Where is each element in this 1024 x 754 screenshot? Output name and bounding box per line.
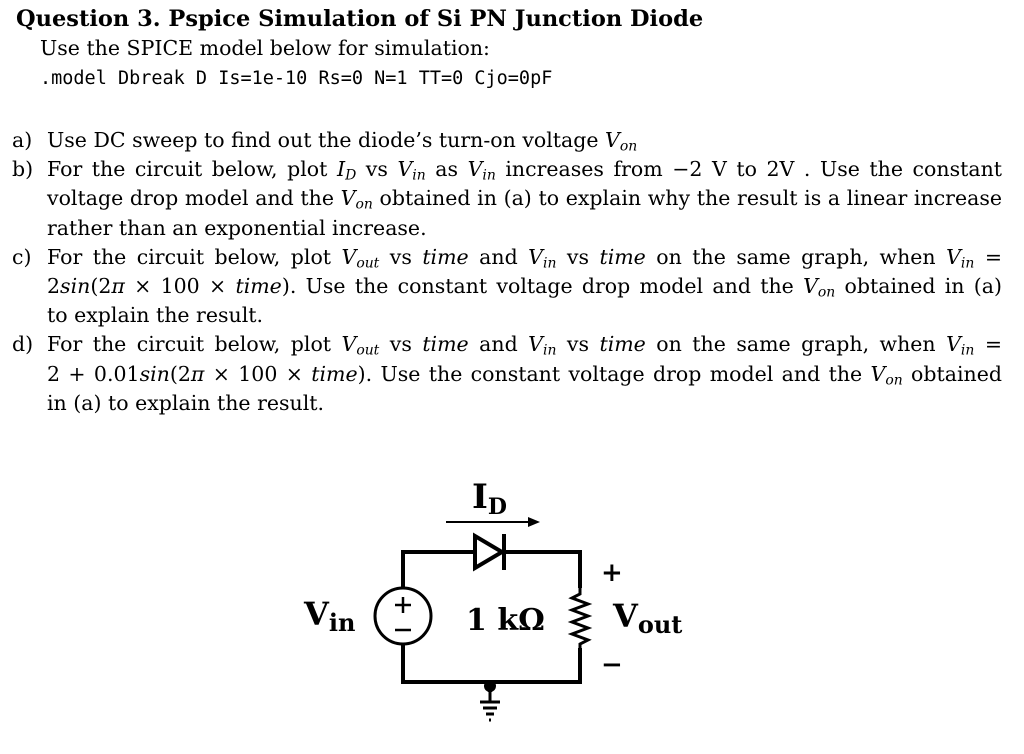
question-parts: [12, 126, 1002, 418]
spice-model-line: .model Dbreak D Is=1e-10 Rs=0 N=1 TT=0 Cjo=0pF: [40, 68, 553, 89]
diode-circuit-diagram: [290, 470, 710, 750]
part-d-line-2: 2 + 0.01sin(2π × 100 × time). Use the constant voltage drop model and the $V_{on}$ obtained: [47, 361, 1002, 389]
resistor-label: 1 kΩ: [466, 603, 545, 638]
part-c: [12, 243, 1002, 331]
output-plus-sign: +: [601, 558, 623, 588]
part-c-label: c): [12, 244, 32, 269]
part-d-label: d): [12, 332, 34, 357]
question-title: Question 3. Pspice Simulation of Si PN Junction Diode: [16, 6, 704, 32]
part-c-line-1: For the circuit below, plot $V_{out}$ vs time and $V_{in}$ vs time on the same graph, when $V_{in}$ =: [47, 244, 1002, 272]
part-a-line: Use DC sweep to find out the diode’s turn-on voltage $V_{on}$: [47, 128, 638, 155]
resistor-symbol: [572, 588, 588, 648]
part-b-line-1: For the circuit below, plot $I_D$ vs $V_{in}$ as $V_{in}$ increases from −2 V to 2V . Use the constant: [47, 157, 1003, 184]
current-label: ID: [472, 477, 507, 520]
source-label: Vin: [304, 595, 356, 637]
ground-symbol: [480, 680, 500, 720]
part-a: [12, 126, 1002, 155]
part-b-label: b): [12, 157, 34, 182]
part-d-line-1: For the circuit below, plot $V_{out}$ vs time and $V_{in}$ vs time on the same graph, when $V_{in}$ =: [47, 332, 1002, 359]
part-a-label: a): [12, 128, 33, 152]
part-c-line-3: to explain the result.: [47, 303, 264, 328]
output-minus-sign: −: [601, 650, 623, 680]
part-b: [12, 155, 1002, 243]
part-b-line-3: rather than an exponential increase.: [47, 215, 427, 240]
part-d-line-3: in (a) to explain the result.: [47, 390, 325, 415]
diode-symbol: [475, 534, 504, 570]
part-d: [12, 330, 1002, 418]
current-arrowhead: [528, 517, 540, 527]
output-label: Vout: [613, 597, 683, 639]
intro-text: Use the SPICE model below for simulation:: [40, 36, 490, 60]
voltage-source-symbol: [375, 588, 431, 644]
part-c-line-2: 2sin(2π × 100 × time). Use the constant voltage drop model and the $V_{on}$ obtained in (a): [47, 274, 1002, 301]
part-b-line-2: voltage drop model and the $V_{on}$ obtained in (a) to explain why the result is a linear increase: [47, 186, 1002, 213]
